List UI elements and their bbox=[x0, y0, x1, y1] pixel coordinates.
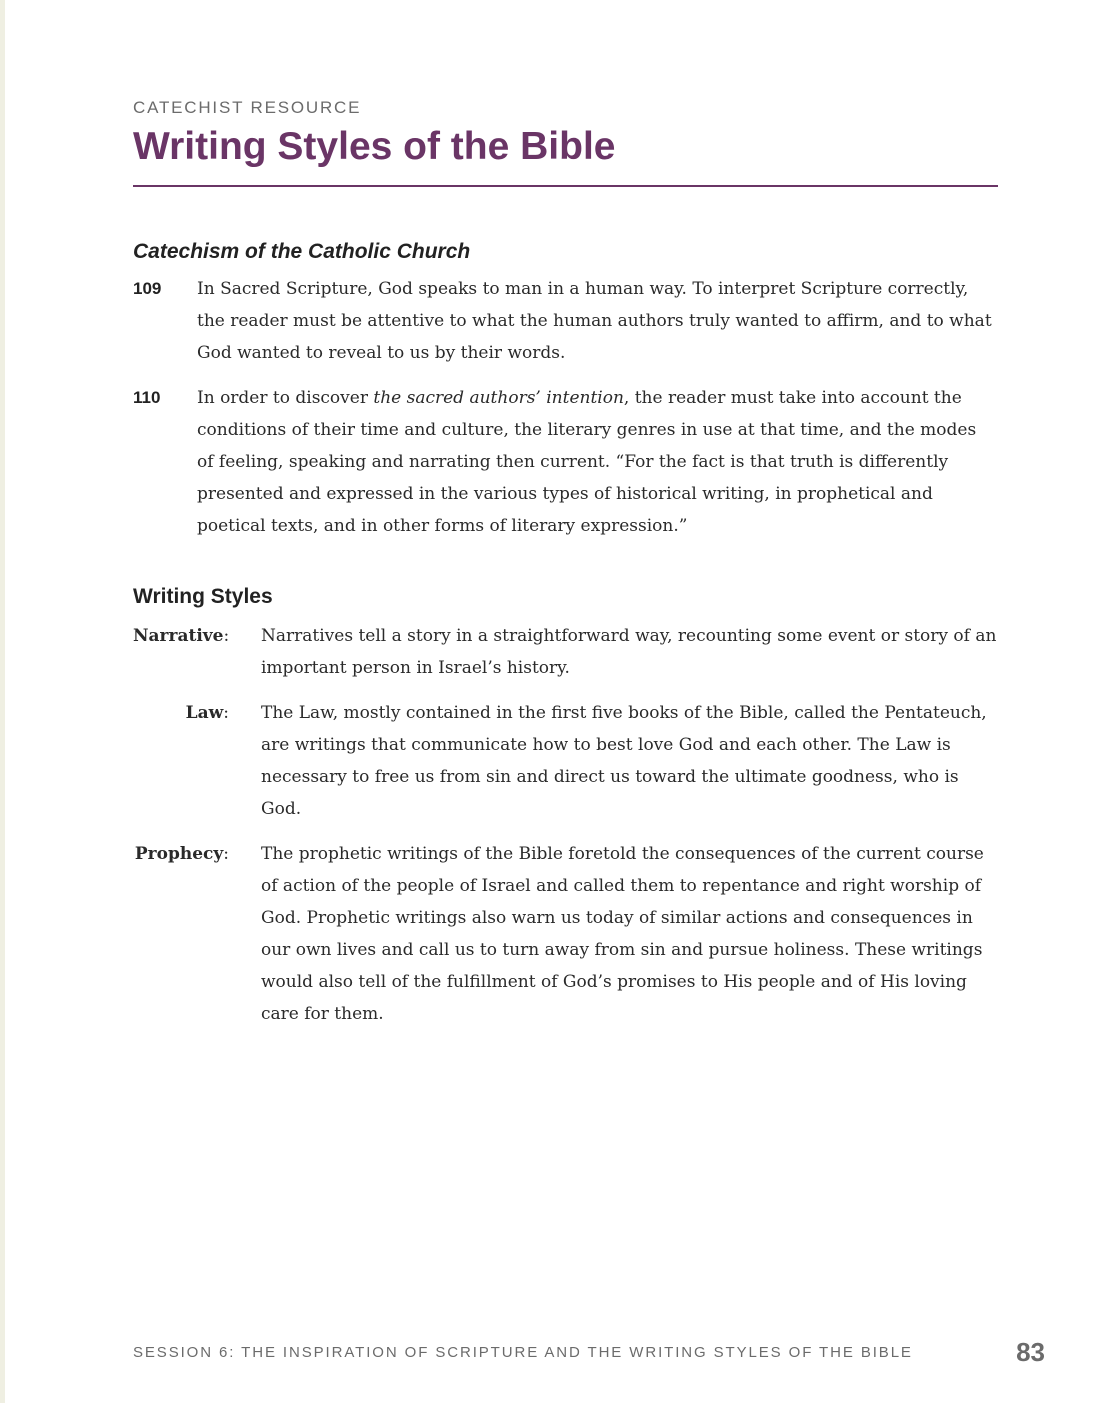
paragraph-number: 110 bbox=[133, 388, 161, 407]
style-term-label: Narrative bbox=[133, 626, 224, 646]
writing-styles-heading: Writing Styles bbox=[133, 585, 273, 608]
paragraph-text-end: , the reader must take into account the conditions of their time and culture, the literary genres in use at that time, and the modes of feeling, speaking and narrating then current. “For the fact is that truth is differently presented and expressed in the various types of historical writing, in prophetical and poetical texts, and in other forms of literary expression.” bbox=[197, 388, 977, 536]
page-footer bbox=[133, 1337, 1045, 1368]
style-term-label: Law bbox=[185, 703, 224, 723]
footer-session-title: SESSION 6: THE INSPIRATION OF SCRIPTURE AND THE WRITING STYLES OF THE BIBLE bbox=[133, 1344, 913, 1361]
page-edge-strip bbox=[0, 0, 5, 1403]
paragraph-text-start: In order to discover bbox=[197, 388, 374, 408]
style-item-prophecy bbox=[133, 838, 998, 1030]
catechism-paragraph-109 bbox=[133, 273, 998, 369]
style-definition: The Law, mostly contained in the first five books of the Bible, called the Pentateuch, are writings that communicate how to best love God and each other. The Law is necessary to free us from sin and direct us toward the ultimate goodness, who is God. bbox=[261, 703, 987, 819]
style-term-label: Prophecy bbox=[134, 844, 224, 864]
document-page bbox=[133, 96, 998, 1043]
catechism-heading: Catechism of the Catholic Church bbox=[133, 240, 471, 263]
title-divider bbox=[133, 185, 998, 187]
catechism-paragraphs bbox=[133, 273, 998, 542]
page-title: Writing Styles of the Bible bbox=[133, 125, 616, 168]
catechism-paragraph-110 bbox=[133, 382, 998, 542]
page-number: 83 bbox=[1016, 1337, 1045, 1367]
paragraph-text: In Sacred Scripture, God speaks to man in a human way. To interpret Scripture correctly, the reader must be attentive to what the human authors truly wanted to affirm, and to what God wanted to reveal to us by their words. bbox=[197, 279, 992, 363]
style-definition: The prophetic writings of the Bible foretold the consequences of the current course of action of the people of Israel and called them to repentance and right worship of God. Prophetic writings also warn us today of similar actions and consequences in our own lives and call us to turn away from sin and pursue holiness. These writings would also tell of the fulfillment of God’s promises to His people and of His loving care for them. bbox=[261, 844, 984, 1024]
style-term: Law: bbox=[185, 703, 229, 723]
style-item-law bbox=[133, 697, 998, 825]
paragraph-text bbox=[197, 382, 998, 542]
paragraph-number: 109 bbox=[133, 279, 162, 298]
style-definition: Narratives tell a story in a straightforward way, recounting some event or story of an important person in Israel’s history. bbox=[261, 626, 997, 678]
style-item-narrative bbox=[133, 620, 998, 684]
section-eyebrow: CATECHIST RESOURCE bbox=[133, 98, 362, 117]
style-term: Prophecy: bbox=[134, 844, 229, 864]
writing-styles-list bbox=[133, 620, 998, 1030]
paragraph-text-emphasis: the sacred authors’ intention bbox=[373, 388, 624, 408]
style-term: Narrative: bbox=[133, 626, 230, 646]
